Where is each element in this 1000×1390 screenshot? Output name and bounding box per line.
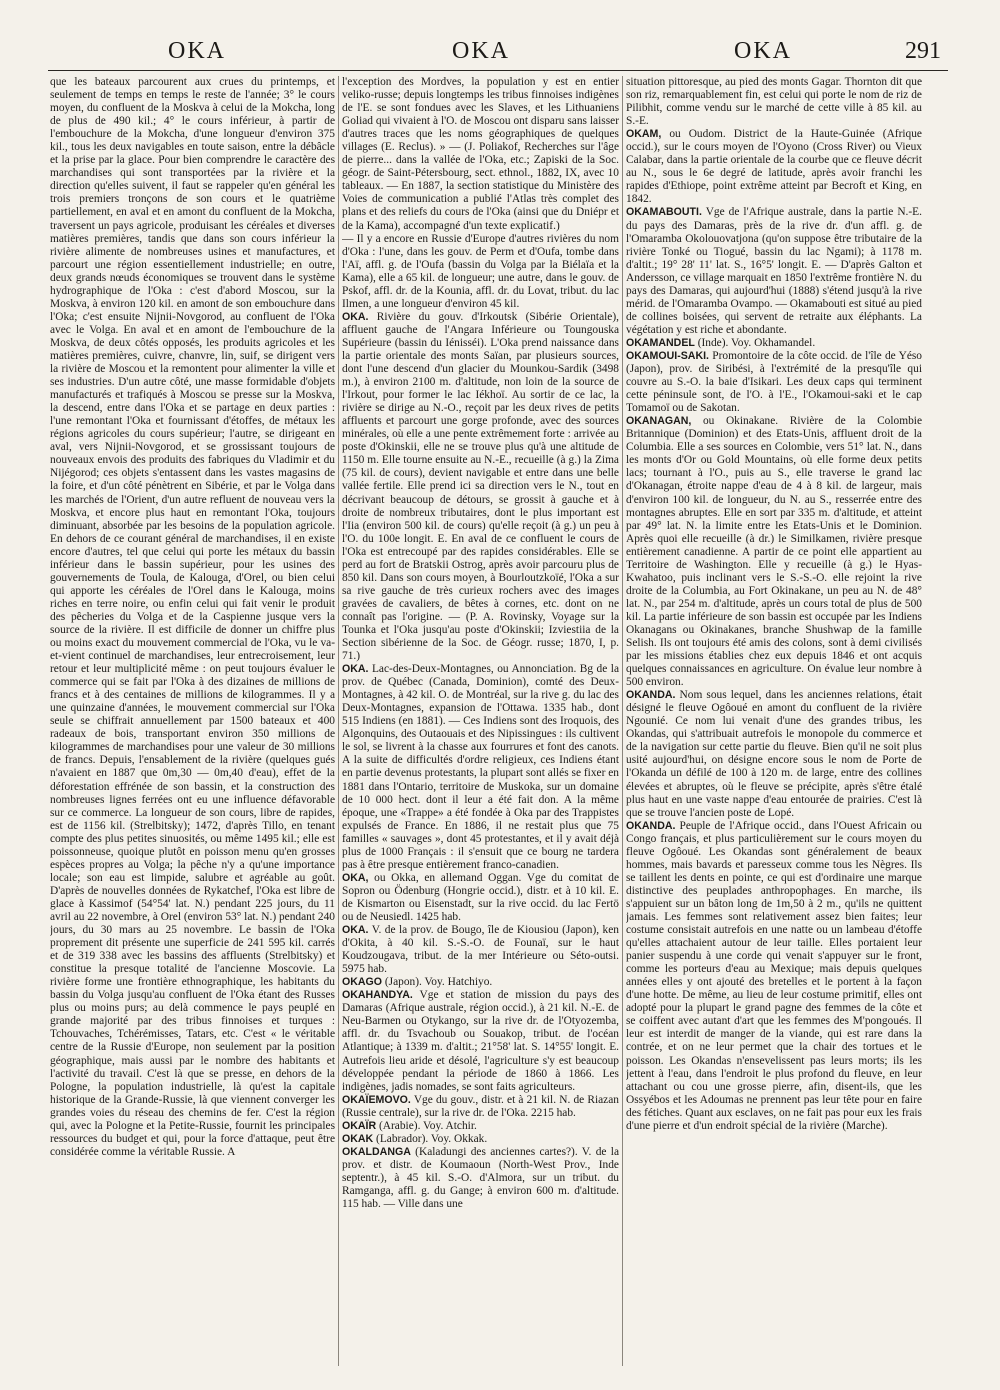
entry-headword: OKAHANDYA. — [342, 989, 413, 1002]
dictionary-entry — [626, 820, 922, 1133]
dictionary-entry — [626, 415, 922, 689]
column-1 — [50, 76, 335, 1376]
entry-text: — Il y a encore en Russie d'Europe d'autres rivières du nom d'Oka : l'une, dans les gouv. de Perm et d'Oufa, tombe dans l'Aï, affl. g. de l'Oufa (bassin du Volga par la Biélaïa et la Kama), elle a 65 kil. de longueur; une autre, dans le gouv. de Pskof, affl. dr. de la Kounia, affl. dr. du Lovat, tribut. du lac Ilmen, a une longueur d'environ 45 kil. — [342, 232, 619, 310]
paragraph — [50, 76, 335, 1159]
paragraph — [342, 233, 619, 311]
entry-headword: OKANDA. — [626, 689, 676, 702]
entry-text: Peuple de l'Afrique occid., dans l'Ouest Africain ou Congo français, et plus particulièrement sur le cours moyen du fleuve Ogôoué. Les Okandas sont généralement de beaux hommes, mais bavards et paresseux comme tous les Nègres. Ils se taillent les dents en pointe, ce qui est d'ordinaire une marque distinctive des peuplades anthropophages. En marche, ils s'appuient sur un bâton long de 1m,50 à 2 m., qu'ils ne quittent jamais. Les femmes sont relativement assez bien faites; leur costume consistait autrefois en une natte ou un lambeau d'étoffe qu'elles attachaient autour de leur taille. Elles portaient leur panier suspendu à une corde qui venait s'appuyer sur le front, comme les porteurs d'eau au Mexique; mais depuis quelques années elles y ont ajouté des bretelles et le portent à la façon d'une hotte. De même, au lieu de leur costume primitif, elles ont adopté pour la plupart le grand pagne des femmes de la côte et se coiffent avec autant d'art que les femmes des M'pongoués. Il leur est interdit de manger de la viande, qui est rare dans la contrée, et on ne leur permet que la chair des tortues et le poisson. Les Okandas n'ensevelissent pas leurs morts; ils les jettent à l'eau, dans l'endroit le plus profond du fleuve, en leur attachant ou cou une grosse pierre, afin, disent-ils, que les Ossyébos et les Adoumas ne prennent pas leur tête pour en faire des fétiches. Quant aux esclaves, on ne fait pas pour eux les frais d'une pierre et d'un endroit spécial de la rivière (Marche). — [626, 819, 922, 1132]
dictionary-entry — [626, 206, 922, 336]
dictionary-entry — [342, 976, 619, 989]
entry-text: (Inde). Voy. Okhamandel. — [694, 336, 816, 349]
entry-headword: OKALDANGA — [342, 1145, 411, 1158]
entry-text: Vge et station de mission du pays des Damaras (Afrique australe, région occid.), à 21 kil. N.-E. de Neu-Barmen ou Otykango, sur la rive dr. de l'Otyozemba, affl. dr. du Tsvachoub ou Souakop, tribut. de l'océan Atlantique; à 1339 m. d'altit.; 21°58' lat. S. 14°55' longit. E. Autrefois lieu aride et désolé, l'agriculture s'y est beaucoup développée pendant la période de 1860 à 1866. Les indigènes, jadis nomades, se sont faits agriculteurs. — [342, 989, 619, 1093]
entry-headword: OKAK — [342, 1132, 374, 1145]
running-header — [0, 38, 1000, 72]
entry-text: ou Okinakane. Rivière de la Colombie Britannique (Dominion) et des Etats-Unis, affluent droit de la Columbia. Elle a ses sources en Colombie, vers 51° lat. N., dans les monts d'Or ou Gold Mountains, où elle forme deux petits lacs; tournant à l'O., puis au S., elle traverse le grand lac d'Okanagan, étroite nappe d'eau de 4 à 8 kil. de largeur, mais d'environ 100 kil. de longueur, du N. au S., resserrée entre des montagnes abruptes. Elle en sort par 335 m. d'altitude, et atteint par 49° lat. N. la limite entre les Etats-Unis et le Dominion. Après quoi elle recueille (à dr.) le Similkamen, rivière presque entièrement canadienne. A partir de ce point elle appartient au Territoire de Washington. Elle y recueille (à g.) le Hyas-Kwahatoo, puis inclinant vers le S.-S.-O. elle rejoint la rive droite de la Columbia, au Fort Okinakane, un peu au N. de 48° lat. N., par 254 m. d'altitude, après un cours total de plus de 500 kil. La partie inférieure de son bassin est occupée par les Indiens Okanagans ou Okinakanes, branche Shushwap de la famille Selish. Ils ont toujours été amis des colons, sont à demi civilisés par les missions établies chez eux depuis 1846 et ont acquis quelques connaissances en agriculture. On évalue leur nombre à 500 environ. — [626, 415, 922, 689]
dictionary-entry — [626, 337, 922, 350]
entry-headword: OKAMOUI-SAKI. — [626, 349, 709, 362]
entry-text: (Arabie). Voy. Atchir. — [376, 1119, 477, 1132]
dictionary-entry — [342, 1120, 619, 1133]
page-number: 291 — [905, 38, 941, 64]
header-left-word: OKA — [168, 38, 226, 64]
dictionary-entry — [342, 1094, 619, 1120]
column-separator — [338, 76, 339, 1366]
entry-text: ou Oudom. District de la Haute-Guinée (Afrique occid.), sur le cours moyen de l'Oyono (Cross River) ou Vieux Calabar, dans la partie orientale de la courbe que ce fleuve décrit au N., sous le 6e degré de latitude, après avoir franchi les rapides d'Ethiope, point extrême atteint par Becroft et King, en 1842. — [626, 128, 922, 206]
dictionary-entry — [342, 989, 619, 1093]
dictionary-entry — [342, 311, 619, 663]
entry-text: que les bateaux parcourent aux crues du printemps, et seulement de temps en temps le reste de l'année; 3° le cours moyen, du confluent de la Moskva à celui de la Mokcha, long de plus de 490 kil.; 4° le cours inférieur, à partir de l'embouchure de la Mokcha, d'une longueur d'environ 375 kil., tous les deux navigables en toute saison, entre la débâcle et la prise par la glace. Pour bien comprendre le caractère des marchandises qui sont transportées par la rivière et la direction qu'elles suivent, il faut se rappeler qu'en général les trois premiers tronçons de son cours et le quatrième partiellement, en aval et en amont du confluent de la Mokcha, traversent un pays agricole, produisant les céréales et diverses matières premières, tandis que dans son cours inférieur la rivière alimente de nombreuses usines et manufactures, et parcourt une région essentiellement industrielle; en outre, deux grands nœuds économiques se trouvent dans le système hydrographique de l'Oka : c'est d'abord Moscou, sur la Moskva, à environ 120 kil. en amont de son embouchure dans l'Oka; c'est ensuite Nijnii-Novgorod, au confluent de l'Oka avec le Volga. En aval et en amont de l'embouchure de la Moskva, de deux côtés opposés, les produits agricoles et les matières premières, cuivre, chanvre, lin, suif, se dirigent vers la rivière de Moscou et la remontent pour alimenter la ville et ses industries. D'un autre côté, une masse formidable d'objets manufacturés et trafiqués à Moscou se presse sur la Moskva, la descend, entre dans l'Oka et se partage en deux parties : l'une remontant l'Oka et fournissant d'étoffes, de métaux les régions agricoles du cours supérieur; l'autre, se dirigeant en aval, vers Nijnii-Novgorod, et se grossissant toujours de nouveaux envois des produits des fabriques du Vladimir et du Nijégorod; ces objets s'entassent dans les vastes magasins de la foire, et d'un côté pénètrent en Sibérie, et par le Volga dans les marchés de l'Orient, d'un autre refluent de nouveau vers la Moskva, et encore plus haut en remontant l'Oka, toujours diminuant, absorbée par les besoins de la population agricole. En dehors de ce courant général de marchandises, il en existe encore d'autres, tel que celui qui porte les métaux du bassin inférieur dans le bassin supérieur, pour les usines des gouvernements de Toula, de Kalouga, d'Orel, ou bien celui qui apporte les céréales de l'Orel dans le Kalouga, moins riches en terre noire, ou enfin celui qui fait venir le produit des pêcheries du Volga et de la Caspienne jusque vers la source de la rivière. Il est difficile de donner un chiffre plus ou moins exact du mouvement commercial de l'Oka, vu le va-et-vient continuel de marchandises, leur entrecroisement, leur retour et leur multiplicité même : on peut toujours évaluer le commerce qui se fait par l'Oka à des dizaines de millions de francs et à des centaines de millions de kilogrammes. Il y a une quinzaine d'années, le mouvement commercial sur l'Oka seule se chiffrait annuellement par 1500 bateaux et 400 radeaux de bois, transportant environ 350 millions de kilogrammes de marchandises pour une valeur de 30 millions de francs. Depuis, l'ensablement de la rivière (quelques gués n'avaient en 1887 que 0m,30 — 0m,40 d'eau), effet de la déforestation effrénée de son bassin, et la construction des nombreuses lignes ferrées ont eu une influence défavorable sur ce commerce. La longueur de son cours, libre de rapides, est de 1156 kil. (Strelbitsky); 1472, d'après Tillo, en tenant compte des plus petites sinuosités, ou même 1495 kil.; elle est poissonneuse, quoique plutôt en poisson menu qu'en grosses espèces propres au Volga; la pêche n'y a qu'une importance locale; son eau est limpide, salubre et agréable au goût. D'après de nouvelles données de Rykatchef, l'Oka est libre de glace à Kassimof (54°54' lat. N.) pendant 225 jours, du 11 avril au 22 novembre, à Orel (environ 53° lat. N.) pendant 240 jours, du 30 mars au 25 novembre. Le bassin de l'Oka proprement dit présente une superficie de 241 595 kil. carrés et de 319 338 avec les bassins des affluents (Strelbitsky) et constitue la presque totalité de l'ancienne Moscovie. La rivière forme une frontière ethnographique, les habitants du bassin du Volga jusqu'au confluent de l'Oka étant des Russes plus ou moins purs; au delà commence le pays peuplé en grande majorité par des tribus finnoises et turques : Tchouvaches, Tchérémisses, Tatars, etc. C'est « le véritable centre de la Russie d'Europe, non seulement par la position géographique, mais aussi par le nombre des habitants et l'activité du travail. C'est là que se presse, en dehors de la Pologne, la population industrielle, là qu'est la capitale historique de la Grande-Russie, là que viennent converger les grandes voies du réseau des chemins de fer. C'est la région qui, avec la Pologne et la Petite-Russie, fournit les principales ressources du budget et qui, pour la force d'attaque, peut être considérée comme la véritable Russie. A — [50, 76, 335, 1158]
entry-text: (Japon). Voy. Hatchiyo. — [382, 976, 493, 989]
column-3 — [626, 76, 922, 1376]
entry-headword: OKA. — [342, 310, 369, 323]
paragraph — [342, 76, 619, 233]
column-separator — [622, 76, 623, 1366]
dictionary-entry — [342, 1146, 619, 1211]
entry-headword: OKANDA. — [626, 819, 676, 832]
dictionary-entry — [342, 663, 619, 872]
header-center-word: OKA — [452, 38, 510, 64]
entry-text: Vge de l'Afrique australe, dans la partie N.-E. du pays des Damaras, près de la rive dr. d'un affl. g. de l'Omaramba Okolouovatjona (qu'on suppose être tributaire de la rivière Tonké ou Tiogué, bassin du lac Ngami); à 1178 m. d'altit.; 19° 28' 11' lat. S., 16°5' longit. E. — D'après Galton et Andersson, ce village marquait en 1850 l'extrême frontière N. du pays des Damaras, qui aujourd'hui (1888) s'étend jusqu'à la rive mérid. de l'Omaramba Ovampo. — Okamabouti est situé au pied de collines boisées, qui servent de retraite aux éléphants. La végétation y est riche et abondante. — [626, 206, 922, 336]
entry-text: Nom sous lequel, dans les anciennes relations, était désigné le fleuve Ogôoué en amont du confluent de la rivière Ngounié. Ce nom lui venait d'une des grandes tribus, les Okandas, qui s'attribuait autrefois le monopole du commerce et de la navigation sur cette partie du fleuve. Bien qu'il ne soit plus usité aujourd'hui, on désigne encore sous le nom de Porte de l'Okanda un défilé de 100 à 120 m. de large, entre des collines élevées et abruptes, où le fleuve se précipite, après s'être étalé plus haut en une vaste nappe d'eau entourée de prairies. C'est là que se trouve l'ancien poste de Lopé. — [626, 689, 922, 819]
entry-text: situation pittoresque, au pied des monts Gagar. Thornton dit que son riz, remarquablement fin, est celui qui porte le nom de riz de Pilibhit, comme vendu sur le marché de cette ville à 85 kil. au S.-E. — [626, 76, 922, 128]
header-rule — [48, 70, 948, 71]
dictionary-entry — [342, 924, 619, 976]
entry-headword: OKA. — [342, 924, 369, 937]
dictionary-entry — [342, 872, 619, 924]
entry-text: (Kaladungi des anciennes cartes?). V. de la prov. et distr. de Koumaoun (North-West Prov., Inde septentr.), à 45 kil. S.-O. d'Almora, sur un tribut. du Ramganga, affl. g. du Gange; à environ 600 m. d'altitude. 115 hab. — Ville dans une — [342, 1145, 619, 1211]
entry-text: Vge du gouv., distr. et à 21 kil. N. de Riazan (Russie centrale), sur la rive dr. de l'Oka. 2215 hab. — [342, 1093, 619, 1119]
entry-text: Lac-des-Deux-Montagnes, ou Annonciation. Bg de la prov. de Québec (Canada, Dominion), comté des Deux-Montagnes, à 42 kil. O. de Montréal, sur la rive g. du lac des Deux-Montagnes, expansion de l'Ottawa. 1335 hab., dont 515 Indiens (en 1881). — Ces Indiens sont des Iroquois, des Algonquins, des Outaouais et des Nipissingues : ils cultivent le sol, se livrent à la chasse aux fourrures et font des canots. A la suite de difficultés d'ordre religieux, ces Indiens étant en partie devenus protestants, la plupart sont allés se fixer en 1881 dans l'Ontario, territoire de Muskoka, sur un domaine de 10 000 hect. dont il leur a été fait don. A la même époque, une «Trappe» a été fondée à Oka par des Trappistes expulsés de France. En 1886, il ne restait plus que 75 familles « sauvages », dont 45 protestantes, et il y avait déjà plus de 1000 Français : il s'ensuit que ce bourg ne tardera pas à être presque entièrement franco-canadien. — [342, 663, 619, 871]
entry-headword: OKAGO — [342, 976, 383, 989]
entry-headword: OKAM, — [626, 128, 662, 141]
entry-text: V. de la prov. de Bougo, île de Kiousiou (Japon), ken d'Okita, à 40 kil. S.-S.-O. de Founaï, sur le haut Koudzougava, tribut. de la mer Intérieure ou Séto-outsi. 5975 hab. — [342, 924, 619, 976]
entry-text: Rivière du gouv. d'Irkoutsk (Sibérie Orientale), affluent gauche de l'Angara Inférieure ou Toungouska Supérieure (bassin du Iénisséi). L'Oka prend naissance dans la partie orientale des monts Saïan, par plusieurs sources, dont l'une descend d'un glacier du Mounkou-Sardik (3498 m.), à environ 2100 m. d'altitude, non loin de la source de l'Irkout, pour former le lac Iékhoï. Au sortir de ce lac, la rivière se dirige au N.-O., reçoit par les deux rives de petits affluents et parcourt une gorge profonde, avec des sources minérales, où elle a une pente extrêmement forte : arrivée au poste d'Okinskii, elle ne se trouve plus qu'à une altitude de 1150 m. Elle tourne ensuite au N.-E., recueille (à g.) la Zima (75 kil. de cours), devient navigable et entre dans une belle vallée fertile. Elle prend ici sa direction vers le N., tout en décrivant beaucoup de détours, se grossit à gauche et à droite de nombreux tributaires, dont le plus important est l'Iia (environ 500 kil. de cours) qu'elle reçoit (à g.) un peu à l'O. du 100e longit. E. En aval de ce confluent le cours de l'Oka est entrecoupé par des rapides considérables. Elle se perd au fort de Bratskii Ostrog, après avoir parcouru plus de 850 kil. Dans son cours moyen, à Bourloutzkoïé, l'Oka a sur sa rive gauche de très curieux rochers avec des images gravées de cavaliers, de bêtes à cornes, etc. dont on ne connaît pas l'origine. — (P. A. Rovinsky, Voyage sur la Tounka et l'Oka jusqu'au poste d'Okinskii; Izviestiia de la Section sibérienne de la Soc. de Géogr. russe; 1870, I, p. 71.) — [342, 310, 619, 663]
entry-headword: OKAÏR — [342, 1119, 377, 1132]
entry-text: (Labrador). Voy. Okkak. — [373, 1132, 488, 1145]
dictionary-entry — [626, 128, 922, 206]
entry-text: Promontoire de la côte occid. de l'île de Yéso (Japon), prov. de Siribési, à l'extrémité de la presqu'île qui couvre au S.-O. la baie d'Isikari. Les deux caps qui terminent cette péninsule sont, de l'O. à l'E., l'Okamoui-saki et le cap Tomamoï ou de Sakotan. — [626, 349, 922, 415]
entry-headword: OKANAGAN, — [626, 415, 692, 428]
paragraph — [626, 76, 922, 128]
entry-text: ou Okka, en allemand Oggan. Vge du comitat de Sopron ou Ödenburg (Hongrie occid.), distr. et à 10 kil. E. de Kismarton ou Eisenstadt, sur la rive occid. du lac Fertö ou de Neusiedl. 1425 hab. — [342, 871, 619, 923]
dictionary-entry — [626, 350, 922, 415]
dictionary-entry — [342, 1133, 619, 1146]
entry-headword: OKA. — [342, 663, 369, 676]
entry-text: l'exception des Mordves, la population y est en entier veliko-russe; depuis longtemps les tribus finnoises indigènes de l'E. se sont fondues avec les Slaves, et les Lithuaniens Goliad qui vivaient à l'O. de Moscou ont disparu sans laisser d'autres traces que les noms géographiques de quelques villages (E. Reclus). » — (J. Poliakof, Recherches sur l'âge de pierre... dans la vallée de l'Oka, etc.; Zapiski de la Soc. géogr. de Saint-Pétersbourg, sect. ethnol., 1882, IX, avec 10 tableaux. — En 1887, la section statistique du Ministère des Voies de communication a publié l'Atlas très complet des plans et des reliefs du cours de l'Oka (ainsi que du Dniépr et de la Kama), accompagné d'un texte explicatif.) — [342, 76, 619, 232]
dictionary-entry — [626, 689, 922, 819]
entry-headword: OKA, — [342, 871, 369, 884]
header-right-word: OKA — [734, 38, 792, 64]
column-2 — [342, 76, 619, 1376]
entry-headword: OKAMANDEL — [626, 336, 695, 349]
entry-headword: OKAMABOUTI. — [626, 206, 702, 219]
entry-headword: OKAÏEMOVO. — [342, 1093, 411, 1106]
